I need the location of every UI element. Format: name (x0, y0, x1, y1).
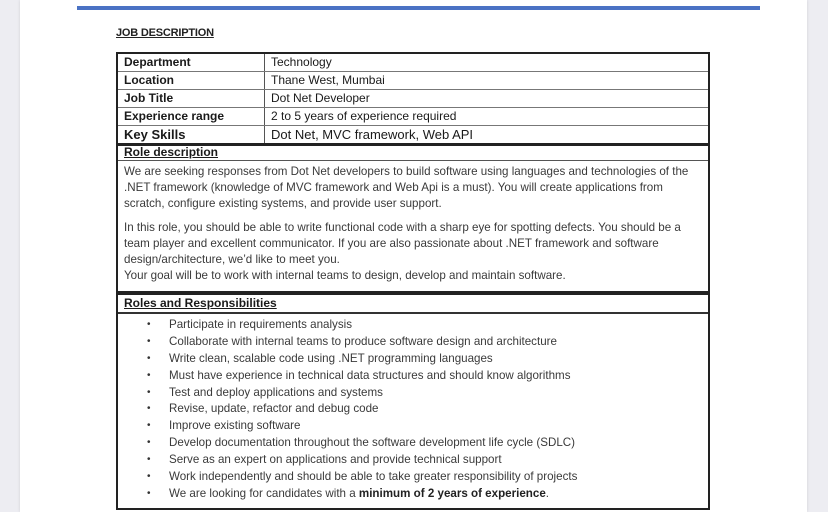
document-page (20, 0, 807, 512)
responsibilities-section (116, 293, 710, 510)
summary-value: 2 to 5 years of experience required (271, 109, 457, 123)
summary-label: Experience range (118, 108, 265, 125)
summary-value: Dot Net Developer (271, 91, 370, 105)
bullet-icon: • (147, 471, 151, 483)
role-description-body (118, 161, 708, 284)
list-item-text: Collaborate with internal teams to produce software design and architecture (169, 334, 557, 348)
list-item-text: Improve existing software (169, 419, 301, 433)
list-item (118, 334, 708, 351)
list-item (118, 317, 708, 334)
summary-label: Department (118, 54, 265, 71)
responsibilities-list (118, 314, 708, 503)
bullet-icon: • (147, 420, 151, 432)
summary-value: Dot Net, MVC framework, Web API (271, 127, 474, 142)
bullet-icon: • (147, 369, 151, 381)
emphasis-text: minimum of 2 years of experience (358, 486, 546, 500)
list-item-text: Must have experience in technical data structures and should know algorithms (169, 368, 571, 382)
list-item-text: . (545, 486, 549, 500)
list-item-text: Participate in requirements analysis (169, 318, 353, 331)
summary-value: Thane West, Mumbai (271, 73, 385, 87)
summary-value: Technology (271, 55, 332, 69)
list-item-text: Develop documentation throughout the software development life cycle (SDLC) (169, 436, 576, 450)
list-item-text: We are looking for candidates with a (169, 486, 359, 500)
section-title: Role description (118, 145, 708, 161)
bullet-icon: • (147, 454, 151, 466)
bullet-icon: • (147, 403, 151, 415)
summary-label: Key Skills (118, 126, 265, 144)
list-item (118, 469, 708, 486)
role-description-section (116, 143, 710, 293)
list-item (118, 401, 708, 418)
summary-label: Location (118, 72, 265, 89)
paragraph: Your goal will be to work with internal teams to design, develop and maintain software. (124, 269, 566, 282)
summary-row-key-skills (118, 126, 708, 144)
list-item (118, 368, 708, 385)
list-item (118, 452, 708, 469)
job-summary-table (116, 52, 710, 146)
bullet-icon: • (147, 386, 151, 398)
bullet-icon: • (147, 352, 151, 364)
list-item (118, 385, 708, 402)
summary-row-location (118, 72, 708, 90)
list-item-text: Test and deploy applications and systems (169, 385, 383, 399)
header-rule (77, 6, 760, 10)
bullet-icon: • (147, 487, 151, 499)
list-item-minimum-experience (118, 486, 708, 503)
summary-label: Job Title (118, 90, 265, 107)
bullet-icon: • (147, 319, 151, 330)
document-heading: JOB DESCRIPTION (116, 27, 214, 39)
paragraph: We are seeking responses from Dot Net developers to build software using languages and technologies of the .NET framework (knowledge of MVC framework and Web Api is a must). You will create applications from scratch, configure existing systems, and provide user support. (124, 165, 689, 210)
bullet-icon: • (147, 335, 151, 347)
list-item (118, 351, 708, 368)
list-item-text: Work independently and should be able to take greater responsibility of projects (169, 470, 578, 484)
summary-row-department (118, 54, 708, 72)
list-item (118, 435, 708, 452)
paragraph: In this role, you should be able to write functional code with a sharp eye for spotting defects. You should be a team player and excellent communicator. If you are also passionate about .NET framework and software design/architecture, we’d like to meet you. (124, 221, 681, 266)
list-item-text: Serve as an expert on applications and provide technical support (169, 453, 502, 467)
bullet-icon: • (147, 437, 151, 449)
list-item (118, 418, 708, 435)
list-item-text: Write clean, scalable code using .NET programming languages (169, 351, 493, 365)
summary-row-job-title (118, 90, 708, 108)
list-item-text: Revise, update, refactor and debug code (169, 402, 379, 416)
summary-row-experience (118, 108, 708, 126)
section-title: Roles and Responsibilities (118, 295, 708, 314)
